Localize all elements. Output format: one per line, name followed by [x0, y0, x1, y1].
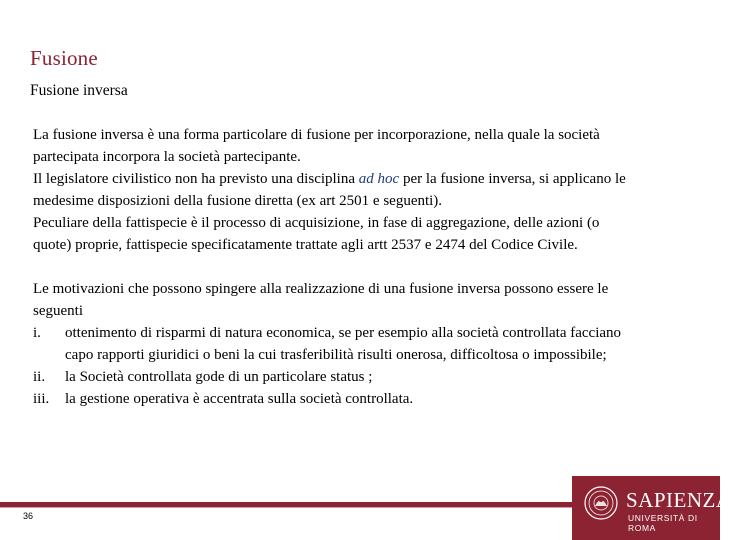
paragraph-legislation-text-a: Il legislatore civilistico non ha previsto una disciplina: [33, 171, 359, 187]
ad-hoc-term: ad hoc: [358, 171, 400, 187]
university-logo: [572, 476, 732, 540]
paragraph-motivations: Le motivazioni che possono spingere alla realizzazione di una fusione inversa possono essere le seguenti: [33, 281, 609, 319]
paragraph-legislation-text-b: per la fusione inversa, si applicano le medesime disposizioni della fusione diretta (ex art 2501 e seguenti).: [33, 171, 626, 209]
paragraph-peculiarity: Peculiare della fattispecie è il processo di acquisizione, in fase di aggregazione, delle azioni (o quote) proprie, fattispecie specificatamente trattate agli artt 2537 e 2474 del Codice Civile.: [33, 215, 600, 253]
slide-subtitle: Fusione inversa: [30, 82, 128, 99]
list-item-text: la gestione operativa è accentrata sulla società controllata.: [65, 391, 414, 407]
logo-wordmark: SAPIENZA: [626, 488, 732, 512]
list-item-text: la Società controllata gode di un particolare status ;: [65, 369, 373, 385]
slide-title: Fusione: [30, 46, 98, 70]
list-item-text: ottenimento di risparmi di natura economica, se per esempio alla società controllata facciano capo rapporti giuridici o beni la cui trasferibilità risulti onerosa, difficoltosa o impossibile;: [65, 325, 622, 363]
paragraph-legislation: [33, 168, 633, 212]
list-item: [33, 388, 633, 410]
list-item: [33, 366, 633, 388]
list-item: [33, 322, 633, 366]
university-seal-icon: [584, 486, 618, 520]
page-number: 36: [23, 511, 34, 521]
slide-body: [33, 124, 633, 410]
paragraph-definition: La fusione inversa è una forma particolare di fusione per incorporazione, nella quale la società partecipata incorpora la società partecipante.: [33, 127, 600, 165]
list-item-number: iii.: [33, 391, 50, 407]
logo-subtitle: UNIVERSITÀ DI ROMA: [628, 513, 698, 533]
footer-rule-thin: [0, 507, 572, 508]
list-item-number: ii.: [33, 369, 46, 385]
list-item-number: i.: [33, 325, 41, 341]
